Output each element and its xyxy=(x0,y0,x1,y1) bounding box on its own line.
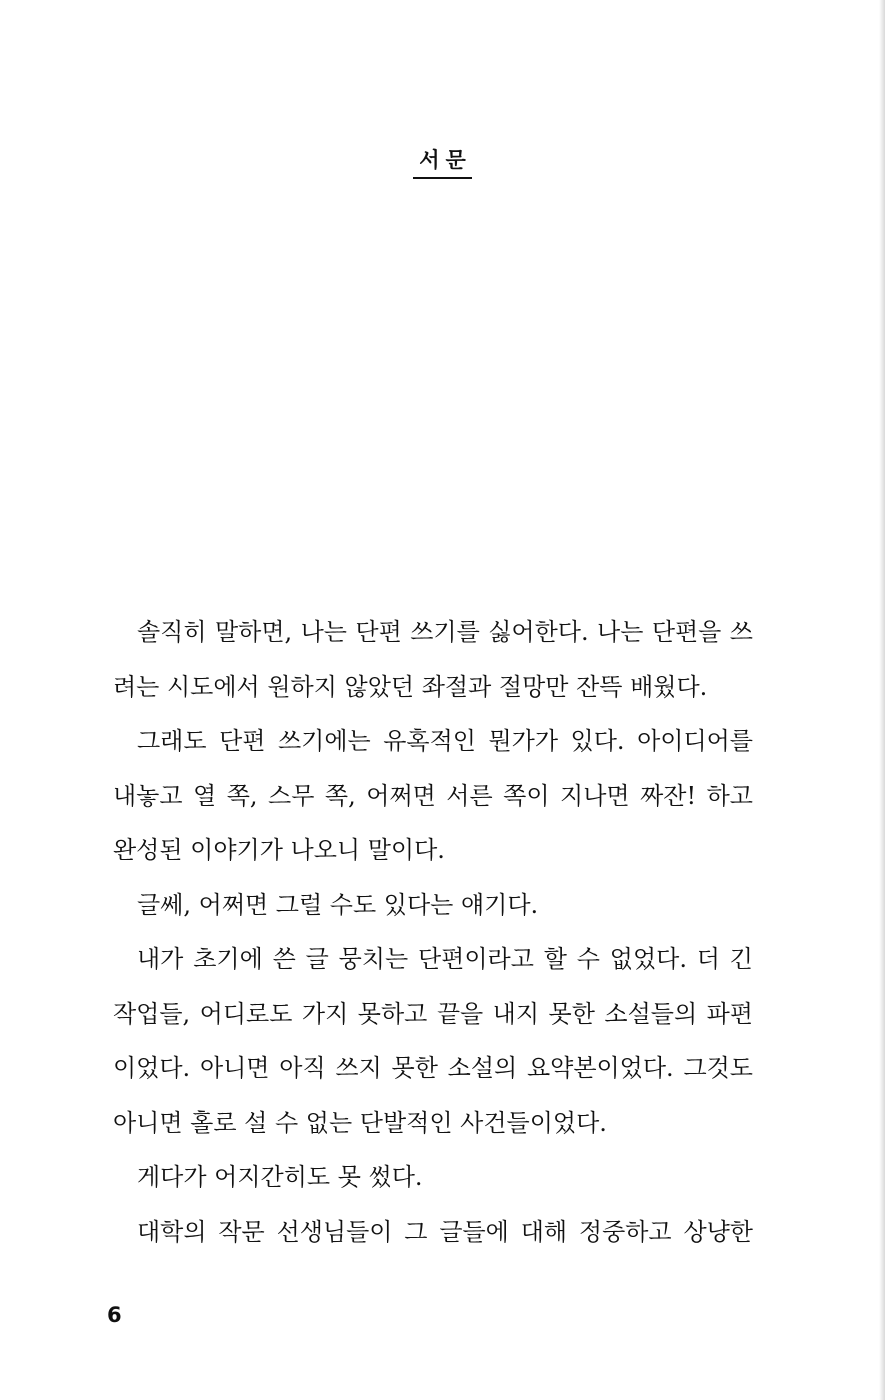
text-line: 아니면 홀로 설 수 없는 단발적인 사건들이었다. xyxy=(113,1108,607,1137)
page-edge-shadow xyxy=(879,0,885,1400)
text-line: 그래도 단편 쓰기에는 유혹적인 뭔가가 있다. 아이디어를 xyxy=(137,727,753,755)
text-line: 대학의 작문 선생님들이 그 글들에 대해 정중하고 상냥한 xyxy=(137,1217,753,1246)
text-line: 글쎄, 어쩌면 그럴 수도 있다는 얘기다. xyxy=(137,890,539,919)
text-line: 이었다. 아니면 아직 쓰지 못한 소설의 요약본이었다. 그것도 xyxy=(113,1054,753,1082)
text-line: 내가 초기에 쓴 글 뭉치는 단편이라고 할 수 없었다. 더 긴 xyxy=(137,945,753,973)
chapter-heading-text: 서문 xyxy=(413,144,472,179)
text-line: 내놓고 열 쪽, 스무 쪽, 어쩌면 서른 쪽이 지나면 짜잔! 하고 xyxy=(113,781,753,810)
text-line: 작업들, 어디로도 가지 못하고 끝을 내지 못한 소설들의 파편 xyxy=(113,999,753,1028)
text-line: 완성된 이야기가 나오니 말이다. xyxy=(113,836,445,864)
text-line: 솔직히 말하면, 나는 단편 쓰기를 싫어한다. 나는 단편을 쓰 xyxy=(137,618,753,646)
chapter-heading xyxy=(0,144,885,179)
body-text xyxy=(113,605,753,1259)
page-number: 6 xyxy=(107,1303,122,1327)
text-line: 려는 시도에서 원하지 않았던 좌절과 절망만 잔뜩 배웠다. xyxy=(113,672,708,701)
text-line: 게다가 어지간히도 못 썼다. xyxy=(137,1163,423,1191)
